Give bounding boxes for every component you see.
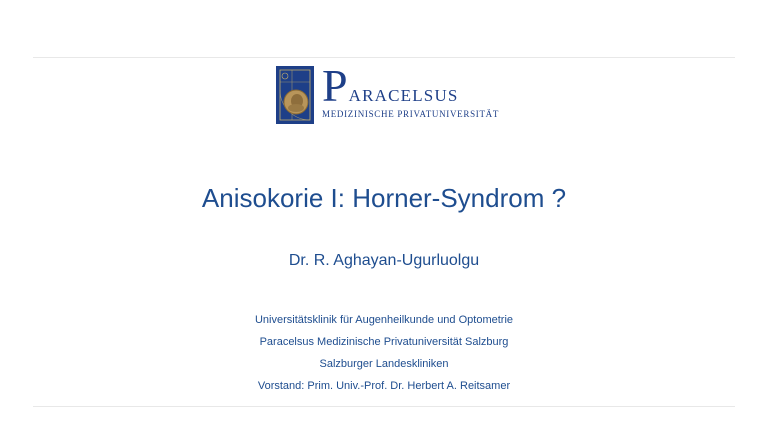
university-logo [276,60,500,124]
affiliation-hospital: Salzburger Landeskliniken [319,358,449,370]
logo-subtitle: MEDIZINISCHE PRIVATUNIVERSITÄT [322,109,500,119]
affiliation-block [0,309,768,397]
top-divider [33,57,735,58]
logo-wordmark [322,60,500,119]
affiliation-clinic: Universitätsklinik für Augenheilkunde und Optometrie [254,314,514,326]
slide-author: Dr. R. Aghayan-Ugurluolgu [288,252,480,269]
logo-initial: P [322,60,348,111]
affiliation-university: Paracelsus Medizinische Privatuniversität Salzburg [259,336,509,348]
logo-name-rest: ARACELSUS [348,86,459,105]
slide-title: Anisokorie I: Horner-Syndrom ? [201,183,567,213]
bottom-divider [33,406,735,407]
paracelsus-medallion-icon [276,66,314,124]
affiliation-head: Vorstand: Prim. Univ.-Prof. Dr. Herbert A. Reitsamer [257,380,511,392]
logo-name [322,60,499,111]
